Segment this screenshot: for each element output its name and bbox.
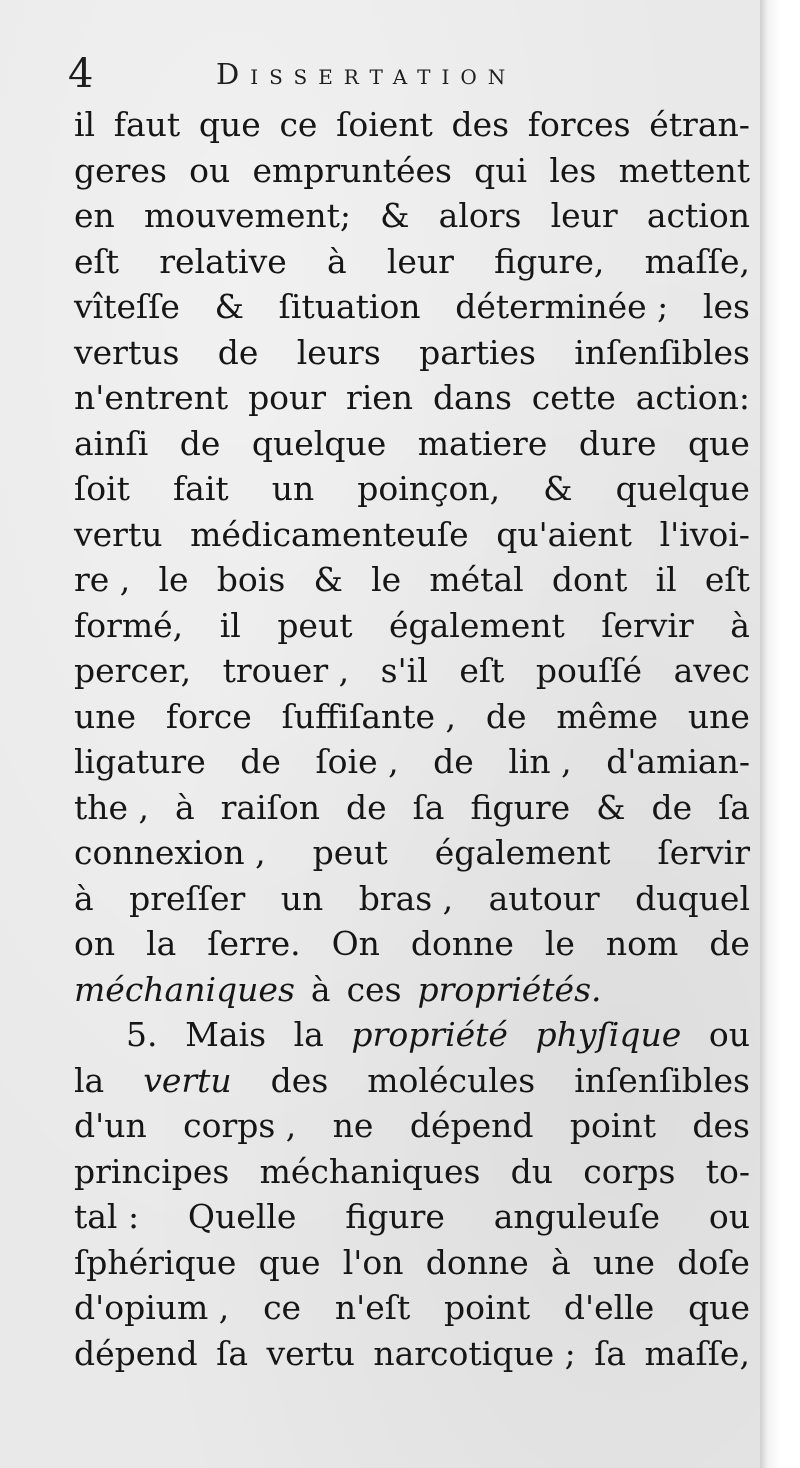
word: dépend [409,1106,534,1145]
word: donne [425,1242,529,1282]
word: cette [531,378,616,417]
word: Mais [185,1015,267,1054]
text-line [74,921,750,967]
word: propriétés. [417,969,602,1009]
text-line [74,1149,750,1195]
word: & [596,787,626,827]
word: s'il [380,651,428,690]
word: & [380,196,410,235]
word: faut [113,105,181,144]
word: de [651,787,693,827]
word: ou [189,150,231,190]
word: que [688,423,750,463]
word: ce [263,1288,302,1327]
text-line [74,466,750,512]
word: ſa [412,787,445,827]
word: une [74,696,137,736]
word: peut [312,833,388,872]
word: méchaniques [74,969,295,1009]
word: du [510,1151,554,1191]
word: the , [74,787,150,827]
text-line [74,330,750,376]
word: inſenſibles [574,332,750,372]
word: un [271,469,315,508]
word: ſa [718,787,750,827]
word: & [214,287,244,326]
word: dépend [74,1333,198,1373]
text-line [74,1194,750,1240]
word: pouſſé [535,651,643,690]
word: ſervir [601,605,694,645]
word: geres [74,150,167,190]
word: vîteſſe [74,287,180,326]
word: lin , [508,742,572,781]
text-line [74,1331,750,1377]
word: ne [332,1106,374,1145]
word: étran- [649,105,750,144]
word: à [310,969,331,1009]
word: de [709,924,750,963]
word: corps [583,1151,676,1191]
word: parties [419,332,536,372]
word: de [240,742,281,781]
word: ſuffiſante , [281,696,457,736]
word: une [687,696,750,736]
text-line [74,830,750,876]
word: ſoie , [315,742,399,781]
word: déterminée ; [455,287,669,326]
text-line [74,603,750,649]
word: phyſique [535,1015,682,1054]
word: ſoient [336,105,433,144]
text-line [74,512,750,558]
word: point [444,1288,531,1327]
word: qui [474,150,528,190]
text-line [74,102,750,148]
word: figure [345,1197,445,1236]
word: de [485,696,527,736]
word: que [198,105,261,144]
body-text [74,102,750,1376]
word: avec [673,651,750,690]
word: que [258,1242,321,1282]
text-line [74,1240,750,1286]
text-line [74,375,750,421]
word: poinçon, [357,469,501,508]
word: re , [74,560,131,599]
word: les [549,150,597,190]
word: percer, [74,651,192,690]
word: & [543,469,573,508]
page-header [68,44,758,104]
word: duquel [635,878,750,918]
text-line [74,967,750,1013]
word: tal : [74,1197,140,1236]
word: alors [438,196,522,235]
word: à [74,878,94,918]
word: n'eſt [334,1288,411,1327]
word: ſa [216,1333,249,1373]
word: pour [248,378,327,417]
word: corps , [183,1106,297,1145]
word: & [313,560,343,599]
word: le [371,560,402,599]
word: preſſer [129,878,246,918]
word: les [702,287,750,326]
word: forces [527,105,631,144]
word: dont [551,560,628,599]
word: eſt [459,651,505,690]
text-line [74,1058,750,1104]
word: figure [470,787,571,827]
word: il [655,560,677,599]
word: à [551,1242,571,1282]
word: narcotique ; [373,1333,576,1373]
word: ſoit [74,469,130,508]
word: l'ivoi- [659,514,750,554]
word: action [646,196,750,235]
word: de [345,787,387,827]
word: ces [346,969,402,1009]
word: rien [345,378,414,417]
word: vertu [74,514,163,554]
word: en [74,196,115,235]
text-line [74,421,750,467]
word: to- [705,1151,750,1191]
word: anguleuſe [493,1197,661,1236]
text-line [74,785,750,831]
word: ce [279,105,318,144]
word: formé, [74,605,184,645]
word: à [175,787,195,827]
word: la [74,1060,105,1100]
word: à [730,605,750,645]
word: leur [386,241,454,281]
text-line [74,694,750,740]
text-line [74,239,750,285]
word: donne [410,924,514,963]
word: qu'aient [496,514,632,554]
text-line [74,148,750,194]
word: connexion , [74,833,266,872]
word: bois [216,560,286,599]
word: l'on [342,1242,404,1282]
word: action: [635,378,750,417]
word: d'un [74,1106,147,1145]
word: ſphérique [74,1242,237,1282]
word: doſe [677,1242,750,1282]
word: ainſi [74,423,149,463]
word: d'elle [563,1288,655,1327]
word: la [293,1015,324,1054]
word: d'amian- [606,742,750,781]
word: force [165,696,252,736]
word: la [146,924,177,963]
word: de [217,332,259,372]
word: le [544,924,575,963]
word: un [280,878,324,918]
word: mouvement; [143,196,351,235]
word: des [270,1060,329,1100]
word: peut [277,605,353,645]
word: à [326,241,347,281]
text-line [74,876,750,922]
word: de [433,742,474,781]
word: vertus [74,332,180,372]
word: dure [578,423,657,463]
text-line [74,193,750,239]
word: il [219,605,241,645]
running-title: Dissertation [216,57,517,91]
word: ou [708,1197,750,1236]
text-line [74,1285,750,1331]
word: principes [74,1151,230,1191]
word: matiere [417,423,548,463]
word: fait [172,469,229,508]
text-line [74,557,750,603]
word: Quelle [187,1197,297,1236]
word: de [179,423,221,463]
word: métal [429,560,524,599]
text-line [74,648,750,694]
word: quelque [251,423,387,463]
word: inſenſibles [574,1060,750,1100]
word: des [451,105,510,144]
word: eſt [704,560,750,599]
word: également [434,833,611,872]
word: médicamenteuſe [190,514,469,554]
word: leur [550,196,618,235]
word: ſervir [657,833,750,872]
word: ou [708,1015,750,1054]
word: il [74,105,96,144]
word: vertu [266,1333,355,1373]
word: même [556,696,659,736]
word: ſa [594,1333,627,1373]
word: point [569,1106,656,1145]
word: maſſe, [644,1333,750,1373]
word: méchaniques [259,1151,481,1191]
word: relative [159,241,287,281]
word: des [692,1106,750,1145]
word: raiſon [220,787,320,827]
word: vertu [143,1060,232,1100]
word: ligature [74,742,206,781]
word: propriété [351,1015,508,1054]
text-line [74,1012,750,1058]
word: eſt [74,241,120,281]
word: leurs [296,332,381,372]
word: trouer , [222,651,350,690]
word: empruntées [252,150,452,190]
page-number: 4 [68,51,94,97]
word: mettent [618,150,750,190]
word: 5. [126,1015,158,1054]
word: ſituation [278,287,421,326]
word: ſerre. [207,924,301,963]
word: quelque [615,469,750,508]
text-line [74,284,750,330]
word: molécules [367,1060,536,1100]
word: le [158,560,189,599]
page-edge [760,0,780,1468]
word: bras , [358,878,454,918]
text-line [74,1103,750,1149]
word: dans [432,378,512,417]
word: maſſe, [644,241,750,281]
word: figure, [494,241,605,281]
word: on [74,924,116,963]
word: également [389,605,565,645]
word: nom [605,924,679,963]
word: d'opium , [74,1288,230,1327]
word: n'entrent [74,378,229,417]
text-line [74,739,750,785]
word: autour [488,878,600,918]
word: On [331,924,380,963]
word: que [688,1288,750,1327]
word: une [592,1242,655,1282]
